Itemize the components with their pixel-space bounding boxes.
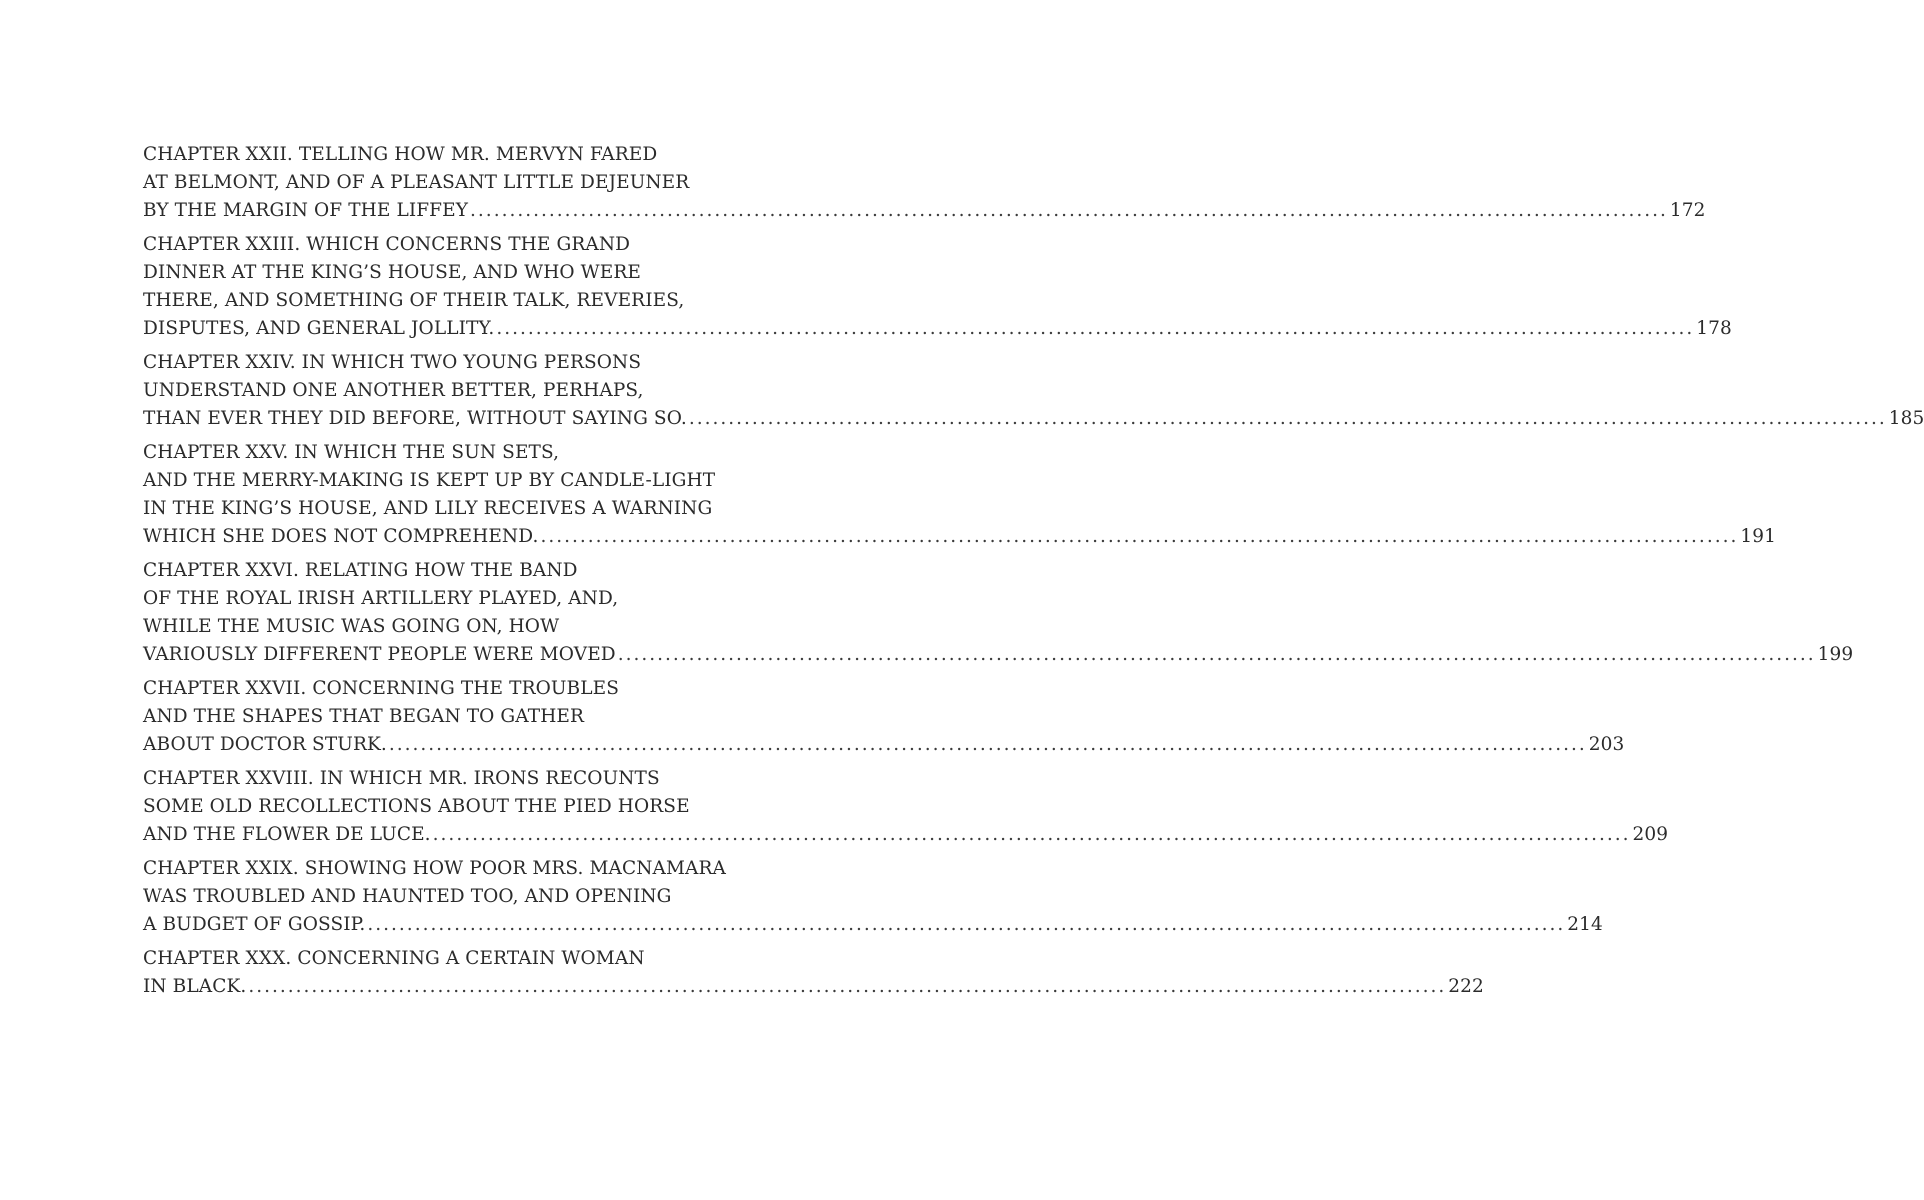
toc-entry-line: WAS TROUBLED AND HAUNTED TOO, AND OPENING — [143, 886, 672, 907]
toc-page-number: 203 — [1588, 734, 1625, 755]
dot-leader: ........................................................................................................................................................ — [496, 318, 1695, 339]
toc-entry-chapter-xxiii[interactable] — [143, 231, 1732, 343]
toc-entry-last-line — [143, 523, 1776, 551]
toc-entry-line: ABOUT DOCTOR STURK. — [143, 734, 387, 755]
toc-entry-chapter-xxx[interactable] — [143, 945, 1484, 1001]
toc-entry-line: VARIOUSLY DIFFERENT PEOPLE WERE MOVED — [143, 644, 616, 665]
toc-entry-chapter-xxix[interactable] — [143, 855, 1603, 939]
toc-entry-last-line — [143, 911, 1603, 939]
table-of-contents — [143, 141, 1924, 1007]
toc-page-number: 222 — [1448, 976, 1484, 997]
toc-entry-line: CHAPTER XXVIII. IN WHICH MR. IRONS RECOUNTS — [143, 768, 660, 789]
toc-entry-line: CHAPTER XXIV. IN WHICH TWO YOUNG PERSONS — [143, 352, 642, 373]
toc-entry-last-line — [143, 641, 1854, 669]
toc-entry-line: AND THE FLOWER DE LUCE. — [143, 824, 431, 845]
toc-entry-line: CHAPTER XXIII. WHICH CONCERNS THE GRAND — [143, 234, 631, 255]
toc-entry-line: IN BLACK. — [143, 976, 247, 997]
toc-entry-line: CHAPTER XXVII. CONCERNING THE TROUBLES — [143, 678, 620, 699]
toc-entry-line: CHAPTER XXX. CONCERNING A CERTAIN WOMAN — [143, 948, 645, 969]
dot-leader: ........................................................................................................................................................ — [540, 526, 1739, 547]
toc-entry-line: SOME OLD RECOLLECTIONS ABOUT THE PIED HORSE — [143, 796, 690, 817]
toc-entry-line: AT BELMONT, AND OF A PLEASANT LITTLE DEJEUNER — [143, 172, 690, 193]
toc-entry-line: BY THE MARGIN OF THE LIFFEY — [143, 200, 469, 221]
toc-entry-chapter-xxvi[interactable] — [143, 557, 1854, 669]
dot-leader: ........................................................................................................................................................ — [367, 914, 1566, 935]
toc-entry-line: WHICH SHE DOES NOT COMPREHEND. — [143, 526, 539, 547]
toc-entry-line: CHAPTER XXV. IN WHICH THE SUN SETS, — [143, 442, 560, 463]
toc-entry-line: OF THE ROYAL IRISH ARTILLERY PLAYED, AND, — [143, 588, 619, 609]
toc-entry-line: A BUDGET OF GOSSIP. — [143, 914, 366, 935]
dot-leader: ........................................................................................................................................................ — [388, 734, 1587, 755]
toc-page-number: 191 — [1740, 526, 1776, 547]
toc-entry-last-line — [143, 821, 1669, 849]
toc-page-number: 214 — [1567, 914, 1603, 935]
toc-entry-line: THAN EVER THEY DID BEFORE, WITHOUT SAYING SO. — [143, 408, 687, 429]
toc-page-number: 185 — [1888, 408, 1924, 429]
toc-entry-line: CHAPTER XXIX. SHOWING HOW POOR MRS. MACNAMARA — [143, 858, 727, 879]
dot-leader: ........................................................................................................................................................ — [432, 824, 1631, 845]
toc-entry-chapter-xxii[interactable] — [143, 141, 1706, 225]
toc-entry-line: CHAPTER XXII. TELLING HOW MR. MERVYN FARED — [143, 144, 658, 165]
toc-entry-line: AND THE SHAPES THAT BEGAN TO GATHER — [143, 706, 585, 727]
dot-leader: ........................................................................................................................................................ — [248, 976, 1447, 997]
toc-entry-last-line — [143, 405, 1924, 433]
toc-entry-line: THERE, AND SOMETHING OF THEIR TALK, REVERIES, — [143, 290, 685, 311]
toc-entry-last-line — [143, 315, 1732, 343]
toc-entry-line: DISPUTES, AND GENERAL JOLLITY. — [143, 318, 495, 339]
toc-page-number: 178 — [1696, 318, 1732, 339]
toc-entry-chapter-xxiv[interactable] — [143, 349, 1924, 433]
toc-entry-chapter-xxviii[interactable] — [143, 765, 1669, 849]
toc-entry-line: DINNER AT THE KING’S HOUSE, AND WHO WERE — [143, 262, 642, 283]
toc-page-number: 172 — [1669, 200, 1706, 221]
dot-leader: ........................................................................................................................................................ — [688, 408, 1887, 429]
toc-entry-last-line — [143, 731, 1625, 759]
dot-leader: ........................................................................................................................................................ — [470, 200, 1668, 221]
dot-leader: ........................................................................................................................................................ — [617, 644, 1816, 665]
toc-entry-chapter-xxv[interactable] — [143, 439, 1776, 551]
toc-page-number: 199 — [1817, 644, 1854, 665]
toc-entry-chapter-xxvii[interactable] — [143, 675, 1625, 759]
toc-entry-line: AND THE MERRY-MAKING IS KEPT UP BY CANDLE-LIGHT — [143, 470, 716, 491]
toc-entry-line: CHAPTER XXVI. RELATING HOW THE BAND — [143, 560, 578, 581]
toc-entry-line: WHILE THE MUSIC WAS GOING ON, HOW — [143, 616, 560, 637]
toc-page-number: 209 — [1632, 824, 1669, 845]
toc-entry-line: UNDERSTAND ONE ANOTHER BETTER, PERHAPS, — [143, 380, 644, 401]
toc-entry-last-line — [143, 197, 1706, 225]
toc-entry-last-line — [143, 973, 1484, 1001]
toc-entry-line: IN THE KING’S HOUSE, AND LILY RECEIVES A WARNING — [143, 498, 713, 519]
